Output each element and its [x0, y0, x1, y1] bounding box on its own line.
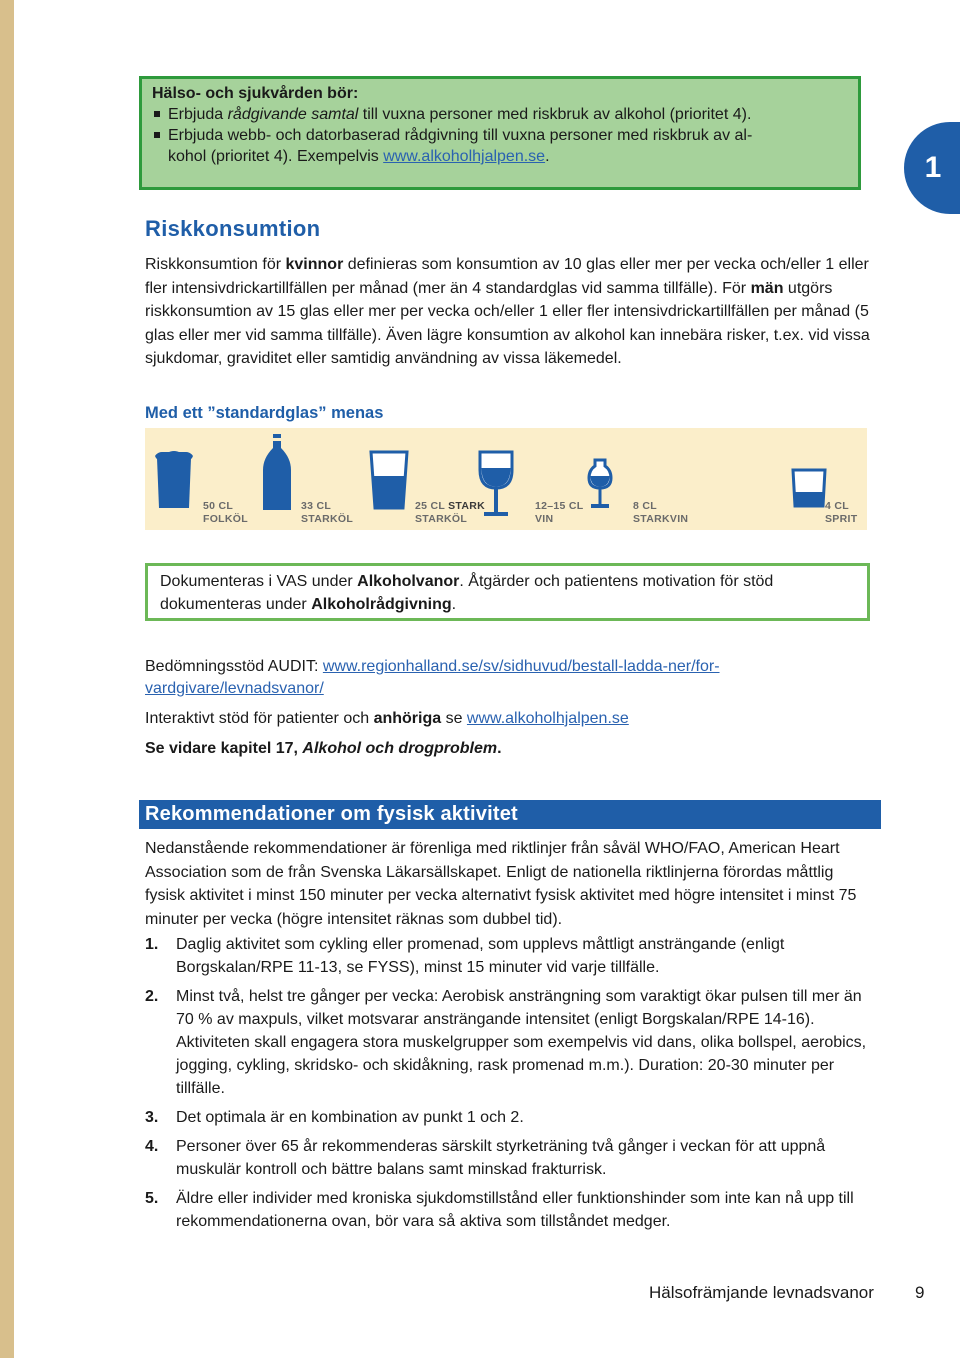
list-item: 2. Minst två, helst tre gånger per vecka: Aerobisk ansträngning som varaktigt ökar pulsen till mer än 70 % av maxpuls, vilket motsvarar ansträngande intensitet (enligt Borgskalan/RPE 14-16). Aktiviteten skall engagera stora muskelgrupper som exempelvis vid dans, olika bollspel, aerobics, jogging, cykling, skridsko- och skidåkning, rask promenad m.m.). Duration: 20-30 minuter per tillfälle.	[145, 988, 867, 1097]
beer-glass-icon	[369, 450, 409, 510]
documentation-box: Dokumenteras i VAS under Alkoholvanor. Åtgärder och patientens motivation för stöd dokumenteras under Alkoholrådgivning.	[145, 563, 870, 621]
alkoholhjalpen-link[interactable]: www.alkoholhjalpen.se	[466, 710, 629, 727]
glass-label: 12–15 CL VIN	[535, 500, 584, 525]
recommendation-item: Erbjuda webb- och datorbaserad rådgivning till vuxna personer med riskbruk av al- kohol (prioritet 4). Exempelvis www.alkoholhjalpen.se.	[152, 125, 848, 167]
page-number: 9	[915, 1283, 925, 1302]
alkoholhjalpen-link[interactable]: www.alkoholhjalpen.se	[383, 148, 546, 165]
physical-activity-intro: Nedanstående rekommendationer är förenliga med riktlinjer från såväl WHO/FAO, American Heart Association som de från Svenska Läkarsällskapet. Enligt de nationella riktlinjerna förordas måttlig fysisk aktivitet i minst 150 minuter per vecka alternativt fysisk aktivitet med högre intensitet i minst 75 minuter per vecka (högre intensitet räknas som dubbel tid).	[145, 840, 857, 928]
risk-section-title: Riskkonsumtion	[145, 216, 321, 241]
left-margin-bar	[0, 0, 14, 1358]
interactive-reference: Interaktivt stöd för patienter och anhöriga se www.alkoholhjalpen.se	[145, 710, 629, 727]
list-item: 3. Det optimala är en kombination av punkt 1 och 2.	[145, 1109, 524, 1126]
glass-label: 25 CL STARK STARKÖL	[415, 500, 486, 525]
footer-title: Hälsofrämjande levnadsvanor	[649, 1283, 874, 1302]
recommendation-list	[152, 104, 848, 167]
see-more-reference: Se vidare kapitel 17, Alkohol och drogproblem.	[145, 740, 502, 757]
glass-label: 33 CL STARKÖL	[301, 500, 354, 525]
chapter-number: 1	[924, 151, 942, 184]
references	[145, 656, 875, 768]
glass-label: 4 CL SPRIT	[825, 500, 858, 525]
recommendation-item: Erbjuda rådgivande samtal till vuxna personer med riskbruk av alkohol (prioritet 4).	[152, 104, 848, 125]
standard-glass-strip	[145, 428, 867, 530]
recommendation-box	[139, 76, 861, 190]
beer-bottle-icon	[261, 434, 293, 510]
audit-link[interactable]: www.regionhalland.se/sv/sidhuvud/bestall-ladda-ner/for- vardgivare/levnadsvanor/	[145, 658, 720, 697]
standard-glass-heading: Med ett ”standardglas” menas	[145, 404, 384, 422]
physical-activity-title: Rekommendationer om fysisk aktivitet	[139, 800, 881, 829]
risk-paragraph: Riskkonsumtion för kvinnor definieras som konsumtion av 10 glas eller mer per vecka och/eller 1 eller fler intensivdrickartillfällen per månad (mer än 4 standardglas vid samma tillfälle). För män utgörs riskkonsumtion av 15 glas eller mer per vecka och/eller 1 eller fler intensivdrickartillfällen per månad (5 glas eller mer vid samma tillfälle). Även lägre konsumtion av alkohol kan innebära risker, t.ex. vid vissa sjukdomar, graviditet eller samtidig användning av vissa läkemedel.	[145, 256, 870, 367]
shot-glass-icon	[791, 468, 827, 508]
audit-reference: Bedömningsstöd AUDIT: www.regionhalland.se/sv/sidhuvud/bestall-ladda-ner/for- vardgivare/levnadsvanor/	[145, 658, 720, 697]
list-item: 4. Personer över 65 år rekommenderas särskilt styrketräning två gånger i veckan för att uppnå muskulär kontroll och bättre balans samt minskad frakturrisk.	[145, 1138, 826, 1178]
list-item: 5. Äldre eller individer med kroniska sjukdomstillstånd eller funktionshinder som inte kan nå upp till rekommendationerna ovan, bör vara så aktiva som tillståndet medger.	[145, 1190, 854, 1230]
glass-label: 50 CL FOLKÖL	[203, 500, 248, 525]
recommendation-box-title: Hälso- och sjukvården bör:	[152, 85, 359, 102]
beer-pint-icon	[153, 450, 195, 510]
list-item: 1. Daglig aktivitet som cykling eller promenad, som upplevs måttligt ansträngande (enligt Borgskalan/RPE 11-13, se FYSS), minst 15 minuter vid varje tillfälle.	[145, 936, 785, 976]
fortified-wine-glass-icon	[587, 458, 613, 512]
glass-label: 8 CL STARKVIN	[633, 500, 689, 525]
chapter-tab	[904, 122, 960, 214]
physical-activity-list	[145, 933, 880, 1239]
